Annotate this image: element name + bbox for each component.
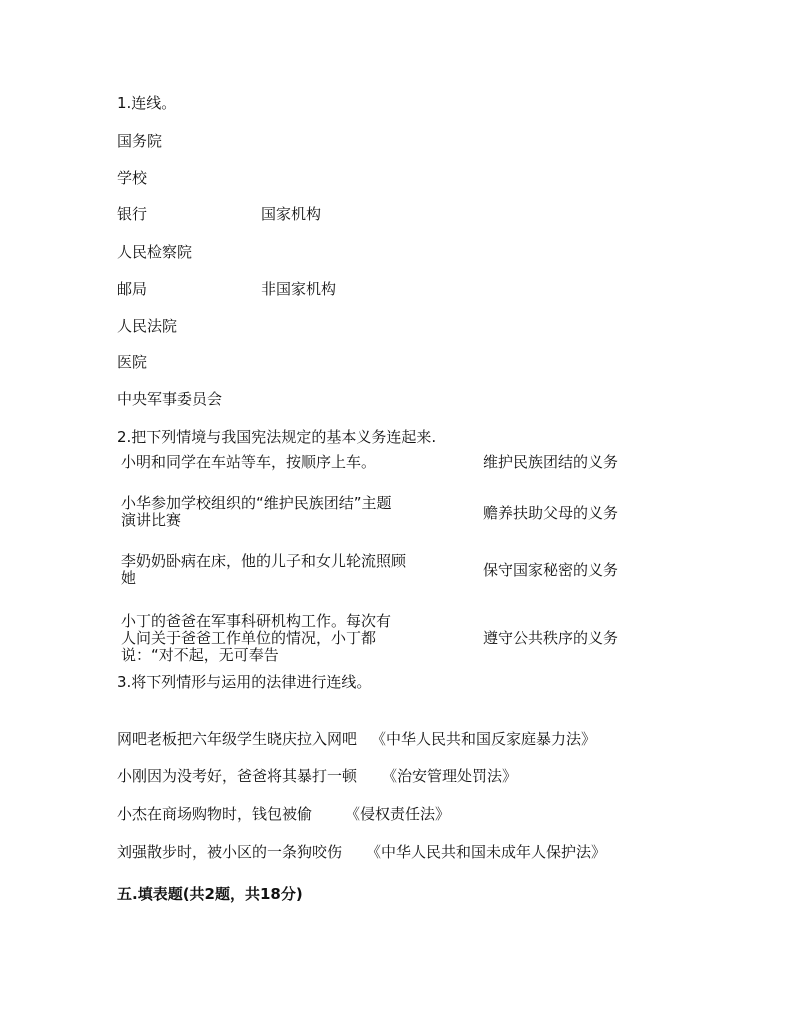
q2-situation: 小丁的爸爸在军事科研机构工作。每次有人问关于爸爸工作单位的情况，小丁都说：“对不起，无可奉告 (121, 612, 392, 664)
q2-situation: 小明和同学在车站等车，按顺序上车。 (121, 453, 377, 471)
q1-left-item: 邮局 (117, 280, 148, 298)
q3-law: 《治安管理处罚法》 (382, 767, 518, 785)
q3-law: 《中华人民共和国未成年人保护法》 (366, 843, 607, 861)
q2-title: 2.把下列情境与我国宪法规定的基本义务连起来. (117, 428, 437, 446)
q1-left-item: 人民检察院 (117, 243, 193, 261)
q1-left-item: 医院 (117, 353, 148, 371)
q3-law: 《侵权责任法》 (345, 805, 451, 823)
q1-left-item: 银行 (117, 205, 148, 223)
section5-title: 五.填表题(共2题，共18分) (117, 885, 303, 903)
q2-duty: 赡养扶助父母的义务 (483, 504, 619, 522)
q2-duty: 维护民族团结的义务 (483, 453, 619, 471)
q1-left-item: 国务院 (117, 132, 163, 150)
q3-law: 《中华人民共和国反家庭暴力法》 (371, 730, 597, 748)
q3-case: 小杰在商场购物时，钱包被偷 (117, 805, 313, 823)
q2-duty: 保守国家秘密的义务 (483, 561, 619, 579)
q3-title: 3.将下列情形与运用的法律进行连线。 (117, 673, 372, 691)
q1-title: 1.连线。 (117, 94, 177, 112)
q2-situation: 小华参加学校组织的“维护民族团结”主题演讲比赛 (121, 494, 392, 529)
q1-left-item: 学校 (117, 169, 148, 187)
q1-left-item: 中央军事委员会 (117, 390, 223, 408)
q1-right-item: 国家机构 (261, 205, 322, 223)
q2-duty: 遵守公共秩序的义务 (483, 629, 619, 647)
q3-case: 刘强散步时，被小区的一条狗咬伤 (117, 843, 343, 861)
q1-left-item: 人民法院 (117, 317, 178, 335)
q3-case: 网吧老板把六年级学生晓庆拉入网吧 (117, 730, 358, 748)
q3-case: 小刚因为没考好，爸爸将其暴打一顿 (117, 767, 358, 785)
q1-right-item: 非国家机构 (261, 280, 337, 298)
q2-situation: 李奶奶卧病在床，他的儿子和女儿轮流照顾她 (121, 552, 407, 587)
